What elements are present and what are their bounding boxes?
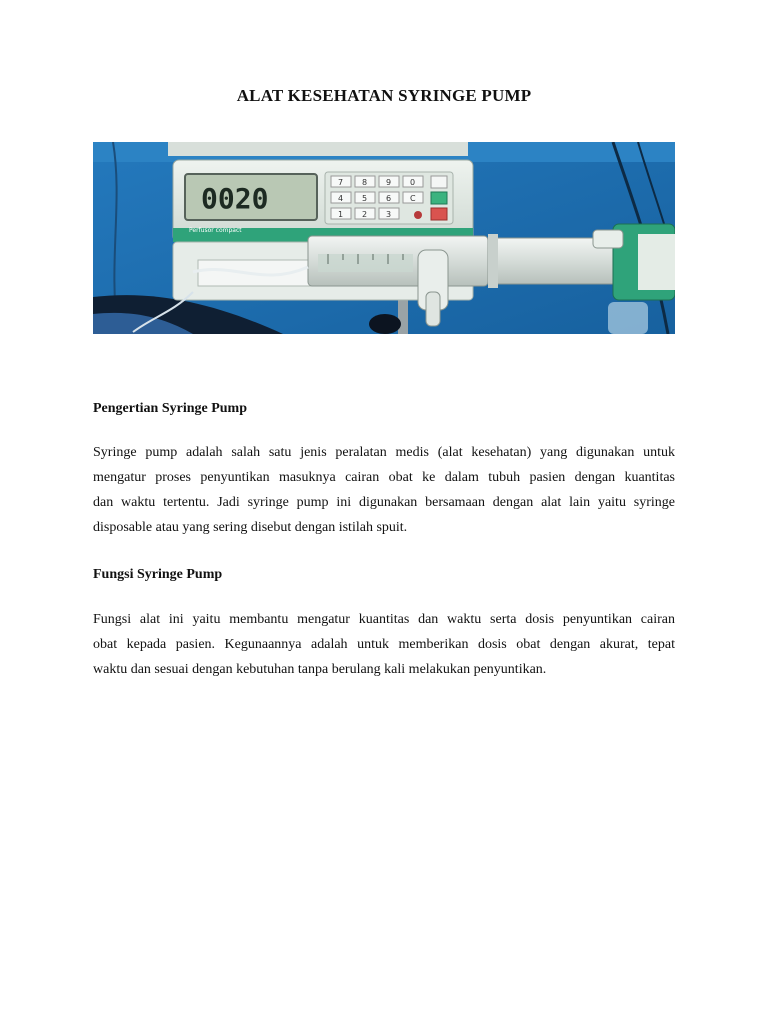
paragraph-line: waktu dan sesuai dengan kebutuhan tanpa berulang kali melakukan penyuntikan. (93, 662, 547, 677)
pump-keypad (325, 172, 453, 224)
paragraph-line: disposable atau yang sering disebut dengan istilah spuit. (93, 520, 408, 535)
syringe-pump-photo (93, 142, 675, 334)
svg-text:Perfusor compact: Perfusor compact (189, 227, 242, 234)
page-title: ALAT KESEHATAN SYRINGE PUMP (236, 86, 532, 105)
paragraph-line: dan waktu tertentu. Jadi syringe pump ini digunakan bersamaan dengan alat lain yaitu syringe (93, 495, 675, 510)
keypad-key-c: C (410, 194, 416, 203)
paragraph-line: Syringe pump adalah salah satu jenis peralatan medis (alat kesehatan) yang digunakan untuk (93, 445, 675, 460)
keypad-key-8: 8 (362, 178, 368, 187)
keypad-key-1: 1 (338, 210, 344, 219)
keypad-key-9: 9 (386, 178, 392, 187)
paragraph-line: mengatur proses penyuntikan masuknya cairan obat ke dalam tubuh pasien dengan kuantitas (93, 470, 675, 485)
section-paragraph-pengertian (93, 440, 675, 540)
keypad-key-3: 3 (386, 210, 392, 219)
section-heading-pengertian: Pengertian Syringe Pump (93, 401, 247, 416)
paragraph-line: Fungsi alat ini yaitu membantu mengatur kuantitas dan waktu serta dosis penyuntikan cairan (93, 612, 675, 627)
keypad-key-7: 7 (338, 178, 344, 187)
section-paragraph-fungsi (93, 607, 675, 682)
keypad-key-4: 4 (338, 194, 344, 203)
section-heading-fungsi: Fungsi Syringe Pump (93, 567, 223, 582)
keypad-key-0: 0 (410, 178, 416, 187)
keypad-key-2: 2 (362, 210, 368, 219)
paragraph-line: obat kepada pasien. Kegunaannya adalah untuk memberikan dosis obat dengan akurat, tepat (93, 637, 675, 652)
keypad-key-5: 5 (362, 194, 368, 203)
keypad-key-6: 6 (386, 194, 392, 203)
pump-display-digits: 0020 (201, 182, 269, 215)
